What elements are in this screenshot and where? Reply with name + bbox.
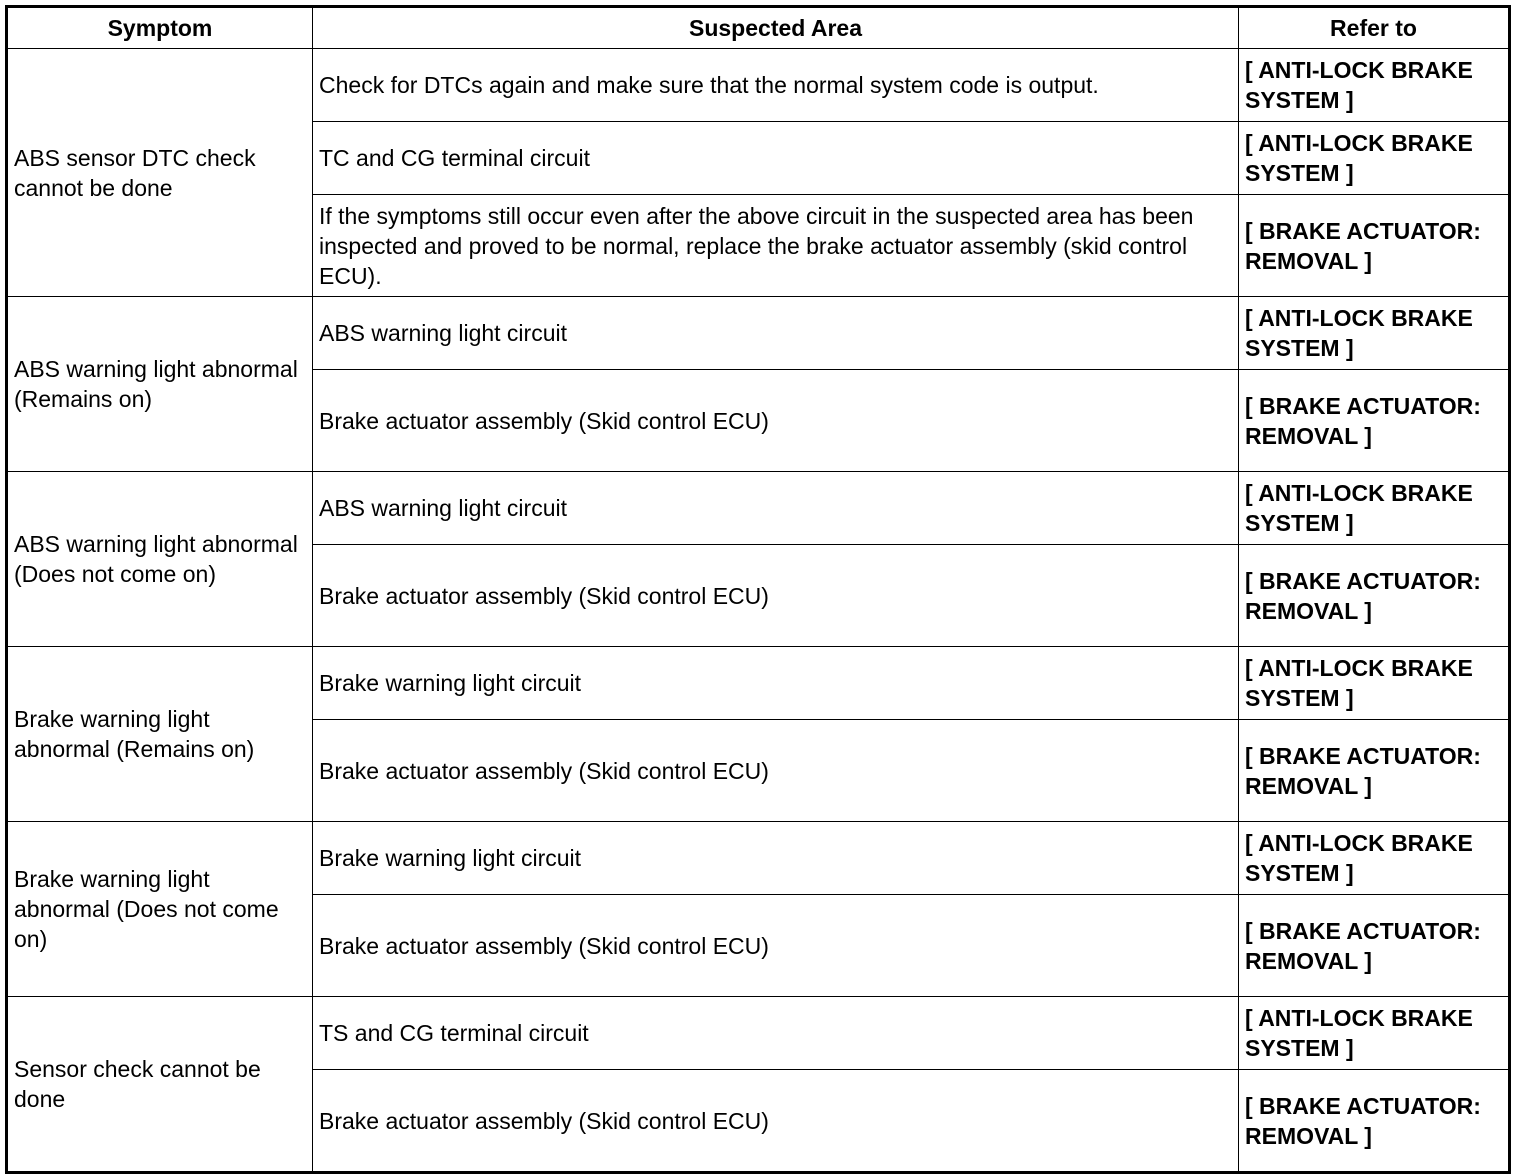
suspected-area-cell: TC and CG terminal circuit — [313, 122, 1239, 195]
symptom-cell: Brake warning light abnormal (Does not come on) — [7, 822, 313, 997]
refer-to-link[interactable]: [ BRAKE ACTUATOR: REMOVAL ] — [1239, 195, 1510, 297]
document-page — [5, 5, 1508, 1174]
refer-to-link[interactable]: [ BRAKE ACTUATOR: REMOVAL ] — [1239, 720, 1510, 822]
suspected-area-cell: Brake warning light circuit — [313, 647, 1239, 720]
suspected-area-cell: Check for DTCs again and make sure that the normal system code is output. — [313, 49, 1239, 122]
suspected-area-cell: Brake actuator assembly (Skid control ECU) — [313, 720, 1239, 822]
suspected-area-cell: Brake actuator assembly (Skid control ECU) — [313, 545, 1239, 647]
suspected-area-cell: Brake actuator assembly (Skid control ECU) — [313, 370, 1239, 472]
table-row — [7, 997, 1510, 1070]
refer-to-link[interactable]: [ BRAKE ACTUATOR: REMOVAL ] — [1239, 545, 1510, 647]
suspected-area-cell: Brake warning light circuit — [313, 822, 1239, 895]
suspected-area-cell: Brake actuator assembly (Skid control ECU) — [313, 1070, 1239, 1173]
table-header-row — [7, 7, 1510, 49]
refer-to-link[interactable]: [ ANTI-LOCK BRAKE SYSTEM ] — [1239, 822, 1510, 895]
refer-to-link[interactable]: [ BRAKE ACTUATOR: REMOVAL ] — [1239, 370, 1510, 472]
symptom-cell: Sensor check cannot be done — [7, 997, 313, 1173]
symptom-cell: ABS warning light abnormal (Remains on) — [7, 297, 313, 472]
refer-to-link[interactable]: [ ANTI-LOCK BRAKE SYSTEM ] — [1239, 997, 1510, 1070]
symptom-cell: ABS warning light abnormal (Does not come on) — [7, 472, 313, 647]
table-row — [7, 472, 1510, 545]
suspected-area-cell: TS and CG terminal circuit — [313, 997, 1239, 1070]
refer-to-link[interactable]: [ ANTI-LOCK BRAKE SYSTEM ] — [1239, 49, 1510, 122]
table-row — [7, 647, 1510, 720]
refer-to-link[interactable]: [ ANTI-LOCK BRAKE SYSTEM ] — [1239, 647, 1510, 720]
table-row — [7, 49, 1510, 122]
refer-to-link[interactable]: [ ANTI-LOCK BRAKE SYSTEM ] — [1239, 297, 1510, 370]
refer-to-link[interactable]: [ BRAKE ACTUATOR: REMOVAL ] — [1239, 895, 1510, 997]
refer-to-link[interactable]: [ ANTI-LOCK BRAKE SYSTEM ] — [1239, 122, 1510, 195]
problem-symptoms-table — [5, 5, 1511, 1174]
refer-to-link[interactable]: [ ANTI-LOCK BRAKE SYSTEM ] — [1239, 472, 1510, 545]
header-refer-to: Refer to — [1239, 7, 1510, 49]
header-suspected-area: Suspected Area — [313, 7, 1239, 49]
suspected-area-cell: Brake actuator assembly (Skid control ECU) — [313, 895, 1239, 997]
suspected-area-cell: ABS warning light circuit — [313, 472, 1239, 545]
symptom-cell: Brake warning light abnormal (Remains on) — [7, 647, 313, 822]
table-row — [7, 297, 1510, 370]
suspected-area-cell: If the symptoms still occur even after the above circuit in the suspected area has been inspected and proved to be normal, replace the brake actuator assembly (skid control ECU). — [313, 195, 1239, 297]
refer-to-link[interactable]: [ BRAKE ACTUATOR: REMOVAL ] — [1239, 1070, 1510, 1173]
header-symptom: Symptom — [7, 7, 313, 49]
symptom-cell: ABS sensor DTC check cannot be done — [7, 49, 313, 297]
table-row — [7, 822, 1510, 895]
suspected-area-cell: ABS warning light circuit — [313, 297, 1239, 370]
